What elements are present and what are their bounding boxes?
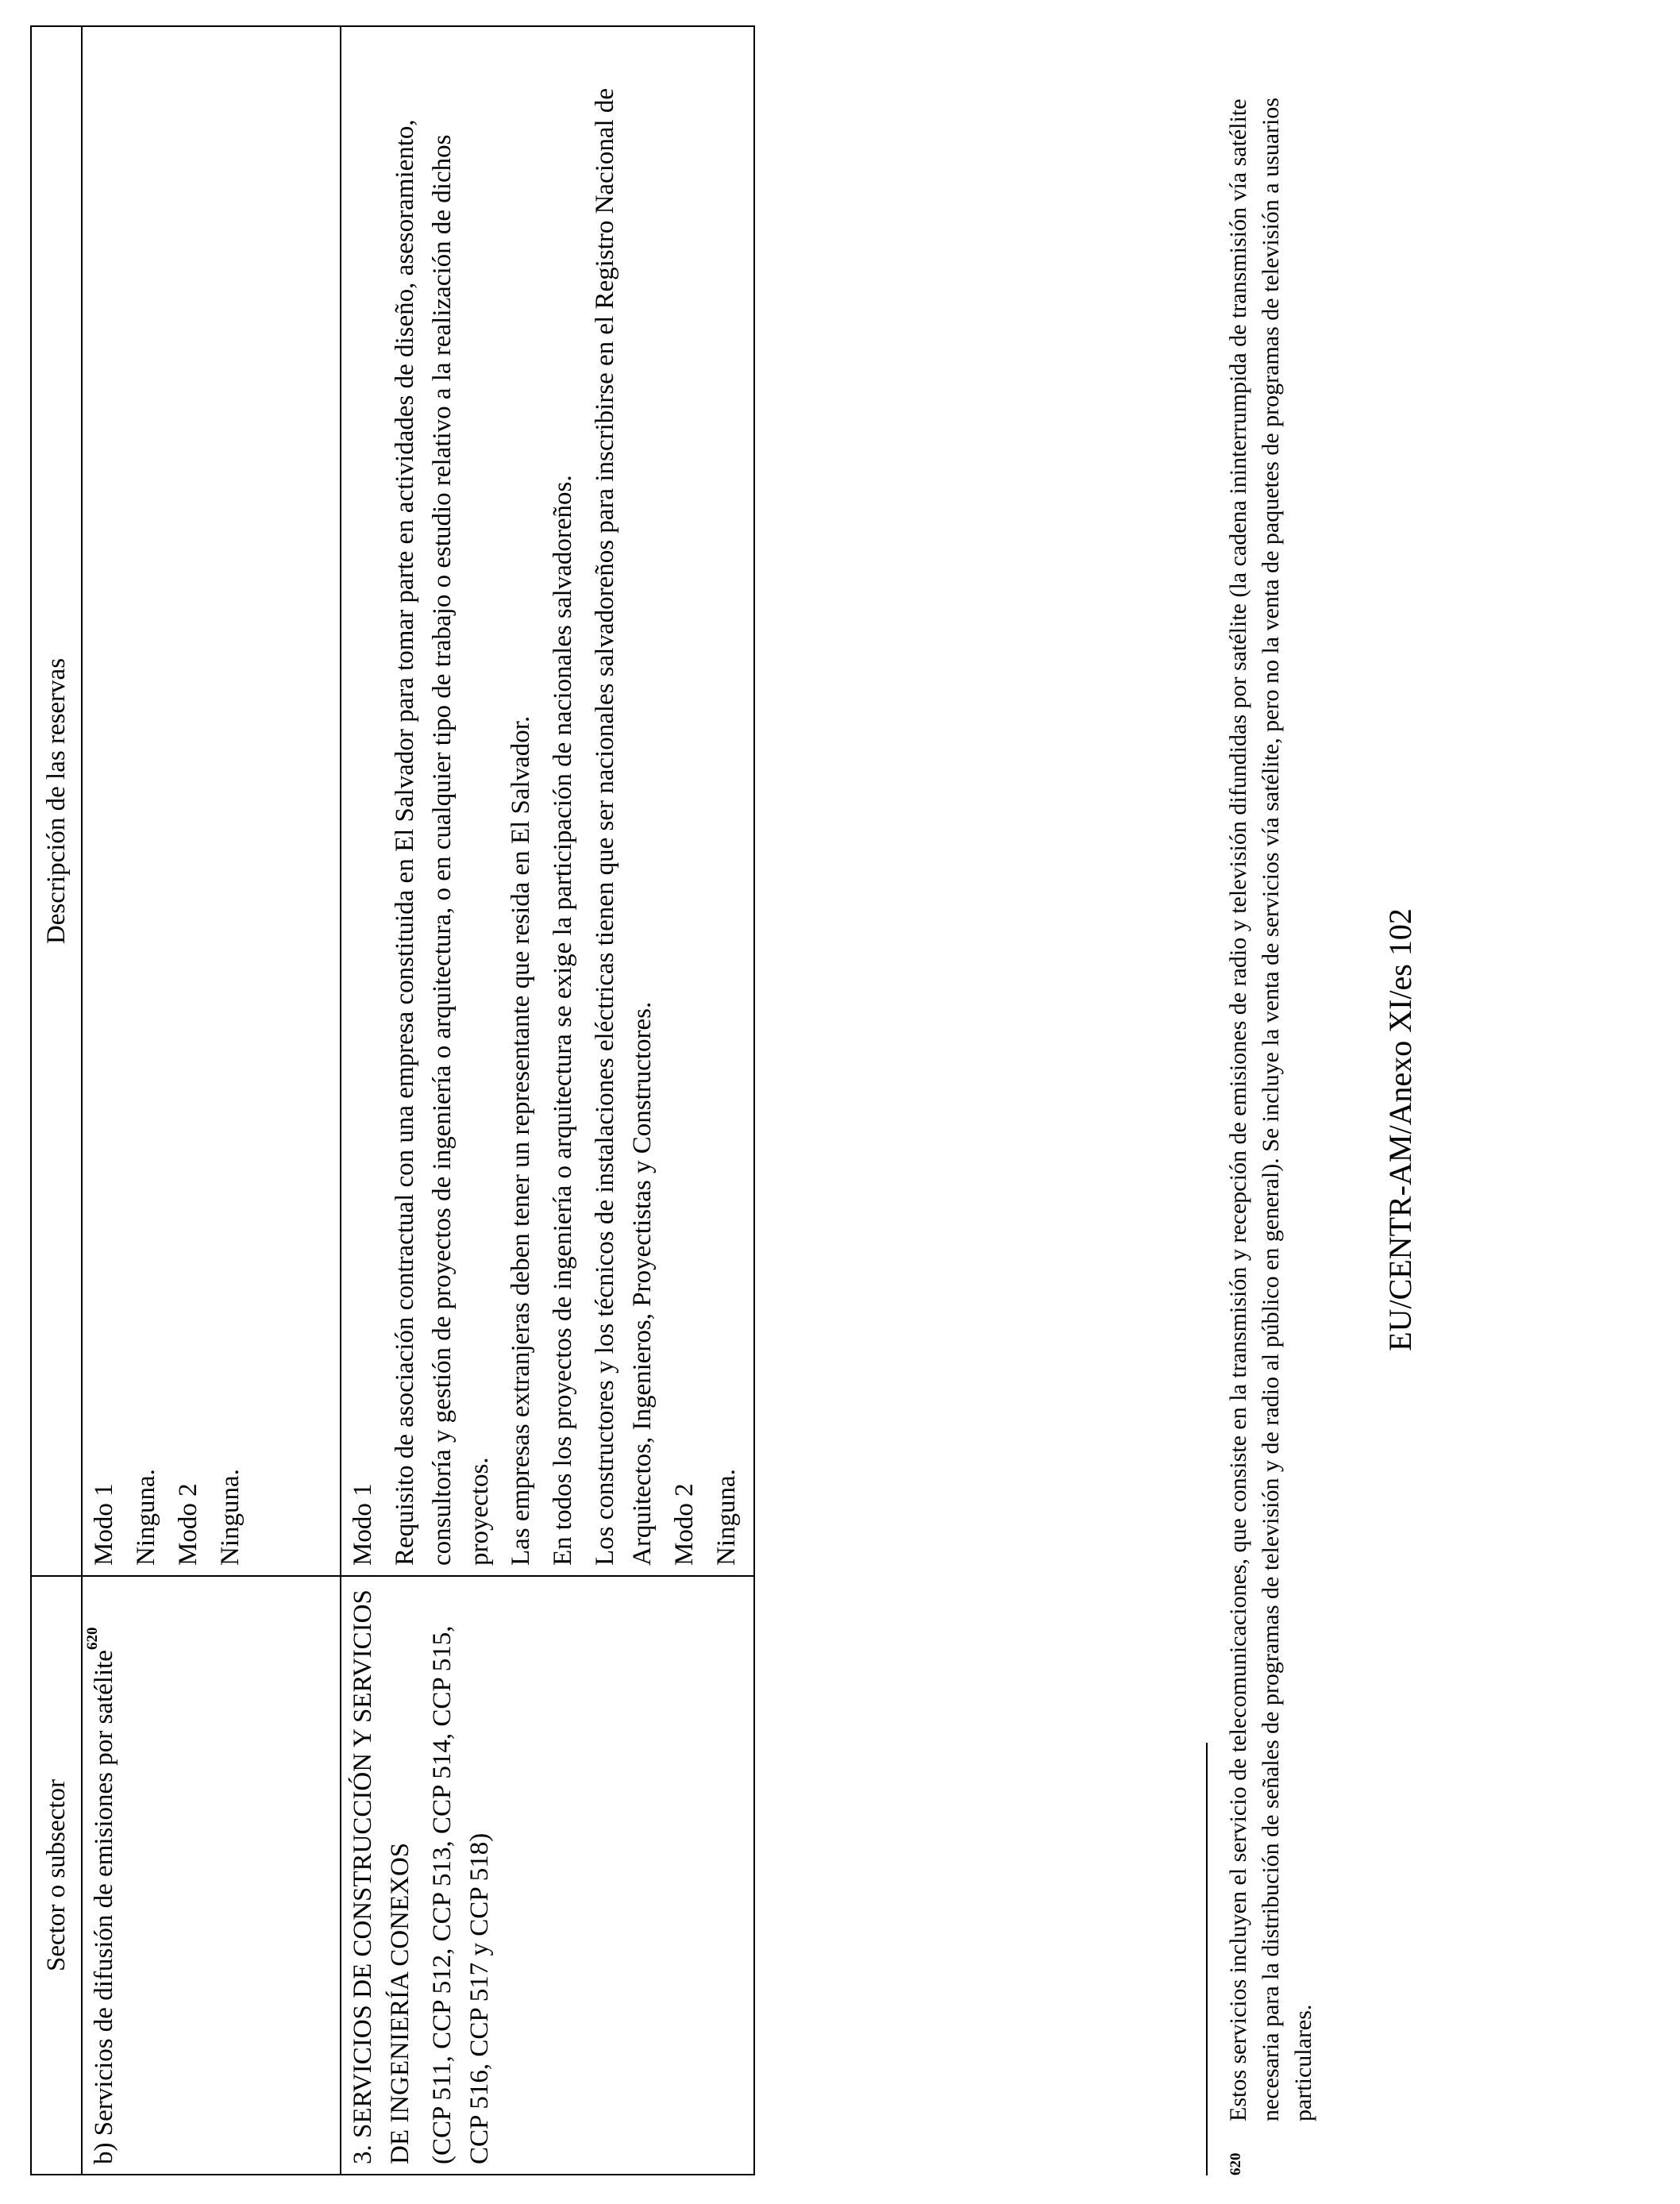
description-cell: [82, 26, 341, 1576]
reservation-text: Los constructores y los técnicos de instalaciones eléctricas tienen que ser nacionales salvadoreños para inscribirse en el Registro Nacional de Arquitectos, Ingenieros, Proyectistas y Constructores.: [591, 87, 657, 1566]
reservation-text: Requisito de asociación contractual con una empresa constituida en El Salvador para tomar parte en actividades de diseño, asesoramiento, consultoría y gestión de proyectos de ingeniería o arquitectura, o en cualquier tipo de trabajo o estudio relativo a la realización de dichos proyectos.: [390, 119, 494, 1566]
reservation-text: Ninguna.: [215, 1469, 245, 1566]
footnote: [1223, 64, 1320, 2175]
reservation-text: En todos los proyectos de ingeniería o arquitectura se exige la participación de nacionales salvadoreños.: [549, 475, 578, 1566]
sector-cell: [82, 1576, 341, 2175]
page-identifier: EU/CENTR-AM/Anexo XI/es 102: [1382, 908, 1418, 1351]
table-row: [341, 26, 754, 2175]
reservation-text: Las empresas extranjeras deben tener un representante que resida en El Salvador.: [507, 715, 536, 1566]
mode-label: Modo 2: [173, 1483, 202, 1566]
reservation-text: Ninguna.: [711, 1469, 741, 1566]
table-row: [82, 26, 341, 2175]
mode-label: Modo 1: [349, 1483, 377, 1566]
mode-label: Modo 1: [90, 1483, 118, 1566]
header-description: Descripción de las reservas: [31, 26, 82, 1576]
table-header-row: [31, 26, 82, 2175]
reservations-table: [30, 25, 755, 2175]
description-cell: [341, 26, 754, 1576]
sector-name: b) Servicios de difusión de emisiones por satélite: [90, 1650, 118, 2164]
mode-label: Modo 2: [669, 1483, 699, 1566]
header-sector: Sector o subsector: [31, 1576, 82, 2175]
footnote-separator: [1206, 1743, 1208, 2175]
sector-cell: [341, 1576, 754, 2175]
footnote-text: Estos servicios incluyen el servicio de telecomunicaciones, que consiste en la transmisión y recepción de emisiones de radio y televisión difundidas por satélite (la cadena ininterrumpida de transmisión vía satélite necesaria para la distribución de señales de programas de televisión y de radio al público en general). Se incluye la venta de servicios vía satélite, pero no la venta de paquetes de programas de televisión a usuarios particulares.: [1225, 97, 1316, 2121]
footnote-reference[interactable]: 620: [84, 1627, 101, 1651]
footnote-number: 620: [1227, 2152, 1244, 2175]
sector-codes: (CCP 511, CCP 512, CCP 513, CCP 514, CCP 515, CCP 516, CCP 517 y CCP 518): [427, 1625, 494, 2164]
sector-name: 3. SERVICIOS DE CONSTRUCCIÓN Y SERVICIOS DE INGENIERÍA CONEXOS: [349, 1589, 414, 2164]
reservation-text: Ninguna.: [131, 1469, 160, 1566]
